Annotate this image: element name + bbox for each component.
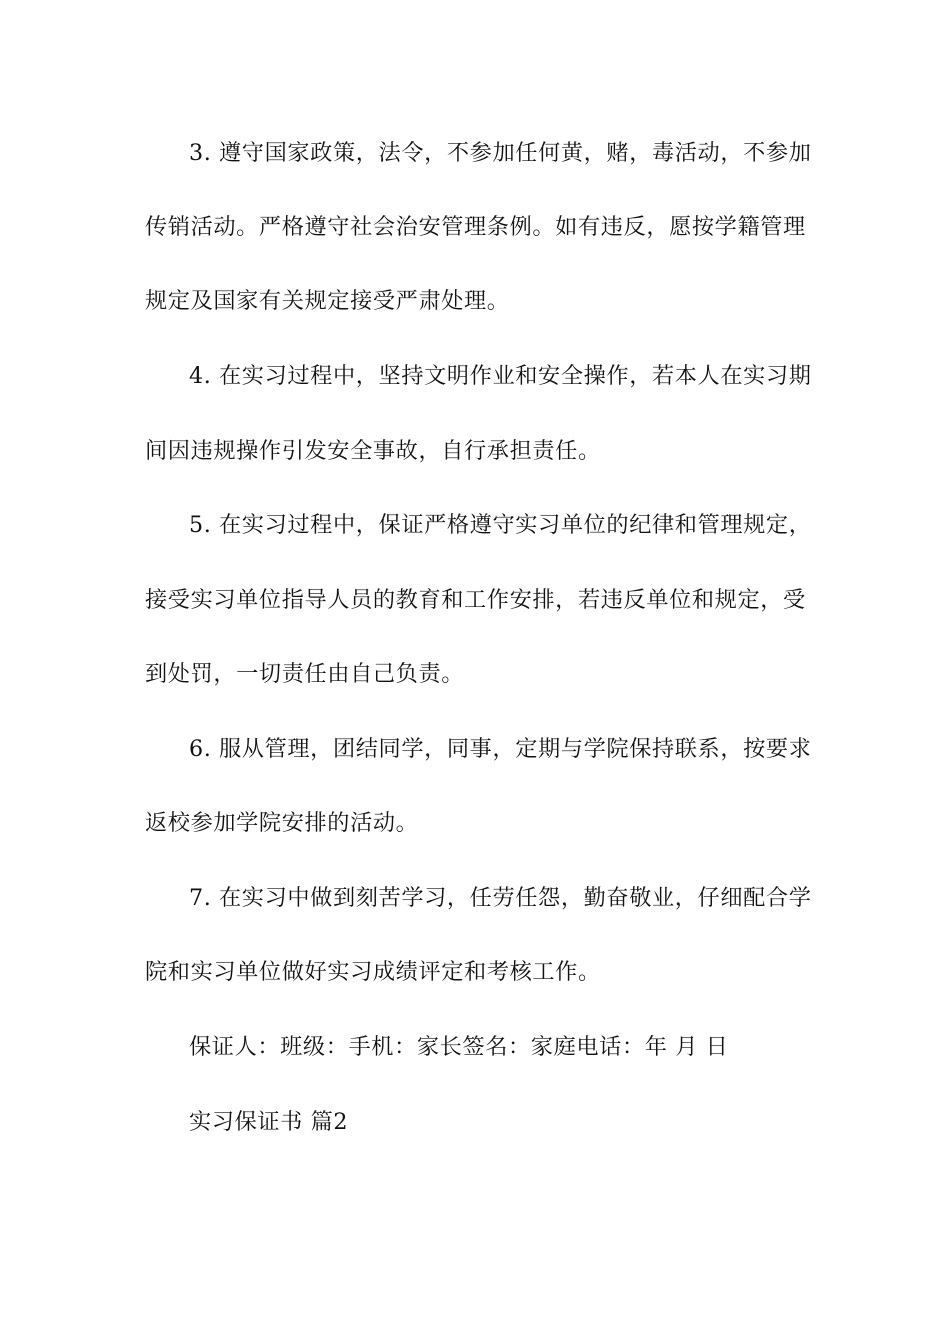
item-3-line-1: 3. 遵守国家政策，法令，不参加任何黄，赌，毒活动，不参加 (189, 140, 812, 166)
item-7-line-1: 7. 在实习中做到刻苦学习，任劳任怨，勤奋敬业，仔细配合学 (189, 885, 812, 911)
item-5-line-3: 到处罚，一切责任由自己负责。 (145, 661, 465, 687)
item-4-line-2: 间因违规操作引发安全事故，自行承担责任。 (145, 438, 601, 464)
signature-line: 保证人：班级：手机：家长签名：家庭电话：年 月 日 (189, 1034, 729, 1060)
item-6-line-2: 返校参加学院安排的活动。 (145, 810, 419, 836)
item-7-line-2: 院和实习单位做好实习成绩评定和考核工作。 (145, 959, 601, 985)
next-section-title: 实习保证书 篇2 (189, 1109, 349, 1135)
item-5-line-2: 接受实习单位指导人员的教育和工作安排，若违反单位和规定，受 (145, 587, 806, 613)
item-5-line-1: 5. 在实习过程中，保证严格遵守实习单位的纪律和管理规定， (189, 512, 812, 538)
item-3-line-2: 传销活动。严格遵守社会治安管理条例。如有违反，愿按学籍管理 (145, 214, 806, 240)
item-3-line-3: 规定及国家有关规定接受严肃处理。 (145, 288, 510, 314)
item-6-line-1: 6. 服从管理，团结同学，同事，定期与学院保持联系，按要求 (189, 736, 812, 762)
item-4-line-1: 4. 在实习过程中，坚持文明作业和安全操作，若本人在实习期 (189, 363, 812, 389)
